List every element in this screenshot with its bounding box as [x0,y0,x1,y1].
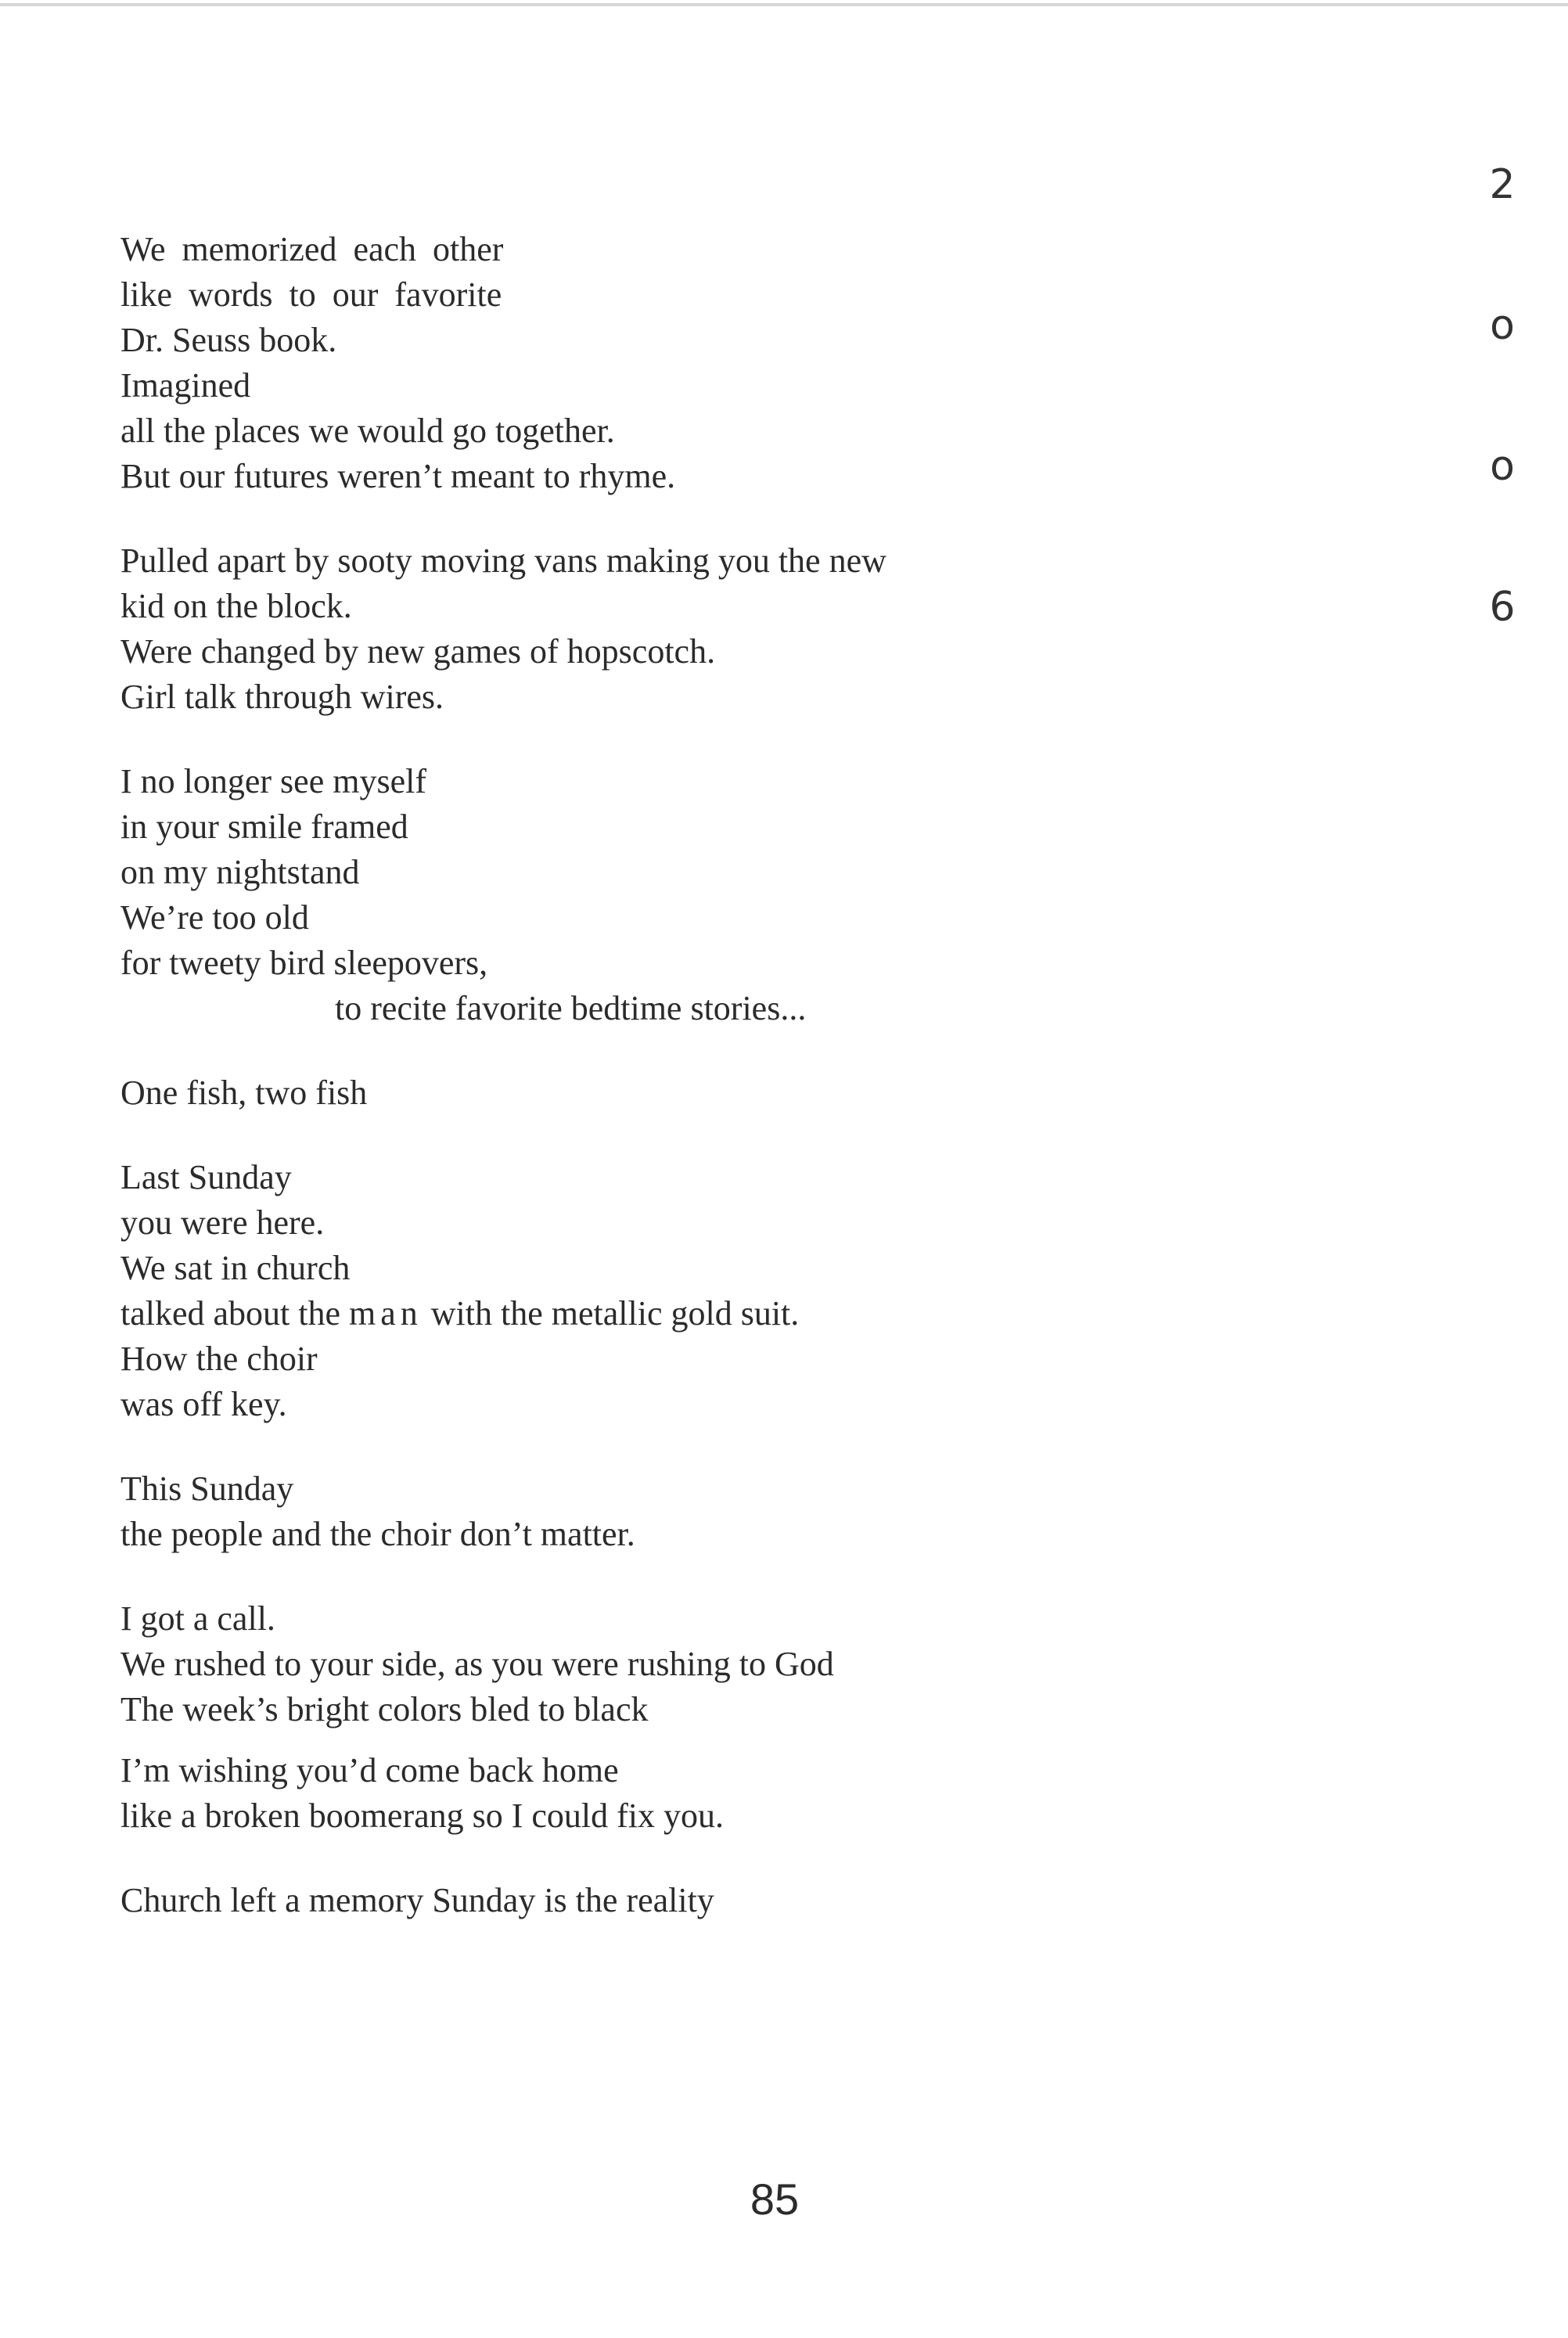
poem-line: Imagined [120,366,251,405]
poem-line: We sat in church [120,1249,351,1287]
poem-line: Church left a memory Sunday is the reality [120,1881,714,1919]
stanza-7 [120,1596,1059,1839]
poem-line: We memorized each other [120,230,504,268]
poem-line: Last Sunday [120,1158,292,1196]
poem-line: I got a call. [120,1599,275,1638]
poem-line [120,1291,1059,1336]
poem-line-part: with the metallic gold suit. [422,1294,800,1333]
poem-line: Girl talk through wires. [120,678,444,716]
poem-line: One fish, two fish [120,1074,368,1112]
poem-line: Were changed by new games of hopscotch. [120,632,716,671]
poem [120,227,1059,1923]
stanza-gap [120,1031,1059,1070]
poem-line: you were here. [120,1203,325,1242]
page-number: 85 [750,2174,800,2224]
stanza-gap [120,1427,1059,1466]
poem-line: This Sunday [120,1469,294,1508]
poem-line: We’re too old [120,898,309,937]
poem-line: Dr. Seuss book. [120,321,337,359]
stanza-gap [120,1557,1059,1596]
stanza-5 [120,1155,1059,1427]
poem-line: the people and the choir don’t matter. [120,1515,635,1553]
poem-line-indented: to recite favorite bedtime stories... [335,989,807,1027]
letterspaced-word: man [349,1294,423,1333]
stanza-gap [120,1116,1059,1155]
poem-line: was off key. [120,1385,287,1423]
stanza-1 [120,227,1059,499]
year-digit: 2 [1489,161,1516,208]
stanza-6 [120,1466,1059,1557]
poem-line: How the choir [120,1340,318,1378]
poem-line: on my nightstand [120,853,360,891]
poem-line: The week’s bright colors bled to black [120,1690,649,1728]
stanza-3 [120,759,1059,1031]
top-edge-rule [0,3,1568,6]
stanza-8 [120,1878,1059,1923]
line-gap [120,1732,1059,1748]
year-digit: o [1490,443,1515,490]
poem-line: for tweety bird sleepovers, [120,944,488,982]
stanza-gap [120,499,1059,538]
poem-line-part: talked about the [120,1294,350,1333]
poem-line: I’m wishing you’d come back home [120,1751,619,1789]
poem-line: like words to our favorite [120,275,502,314]
stanza-4 [120,1070,1059,1116]
poem-line: all the places we would go together. [120,412,615,450]
poem-line: We rushed to your side, as you were rushing to God [120,1645,834,1683]
stanza-gap [120,1839,1059,1878]
year-digit: o [1490,302,1515,349]
poem-line: in your smile framed [120,808,408,846]
poem-line: I no longer see myself [120,762,426,800]
poem-line: kid on the block. [120,587,352,625]
year-digit: 6 [1489,584,1516,631]
poem-line: But our futures weren’t meant to rhyme. [120,457,676,495]
stanza-2 [120,538,1059,720]
poem-line: Pulled apart by sooty moving vans making you the new [120,541,886,580]
poem-line: like a broken boomerang so I could fix you. [120,1797,725,1835]
stanza-gap [120,720,1059,759]
